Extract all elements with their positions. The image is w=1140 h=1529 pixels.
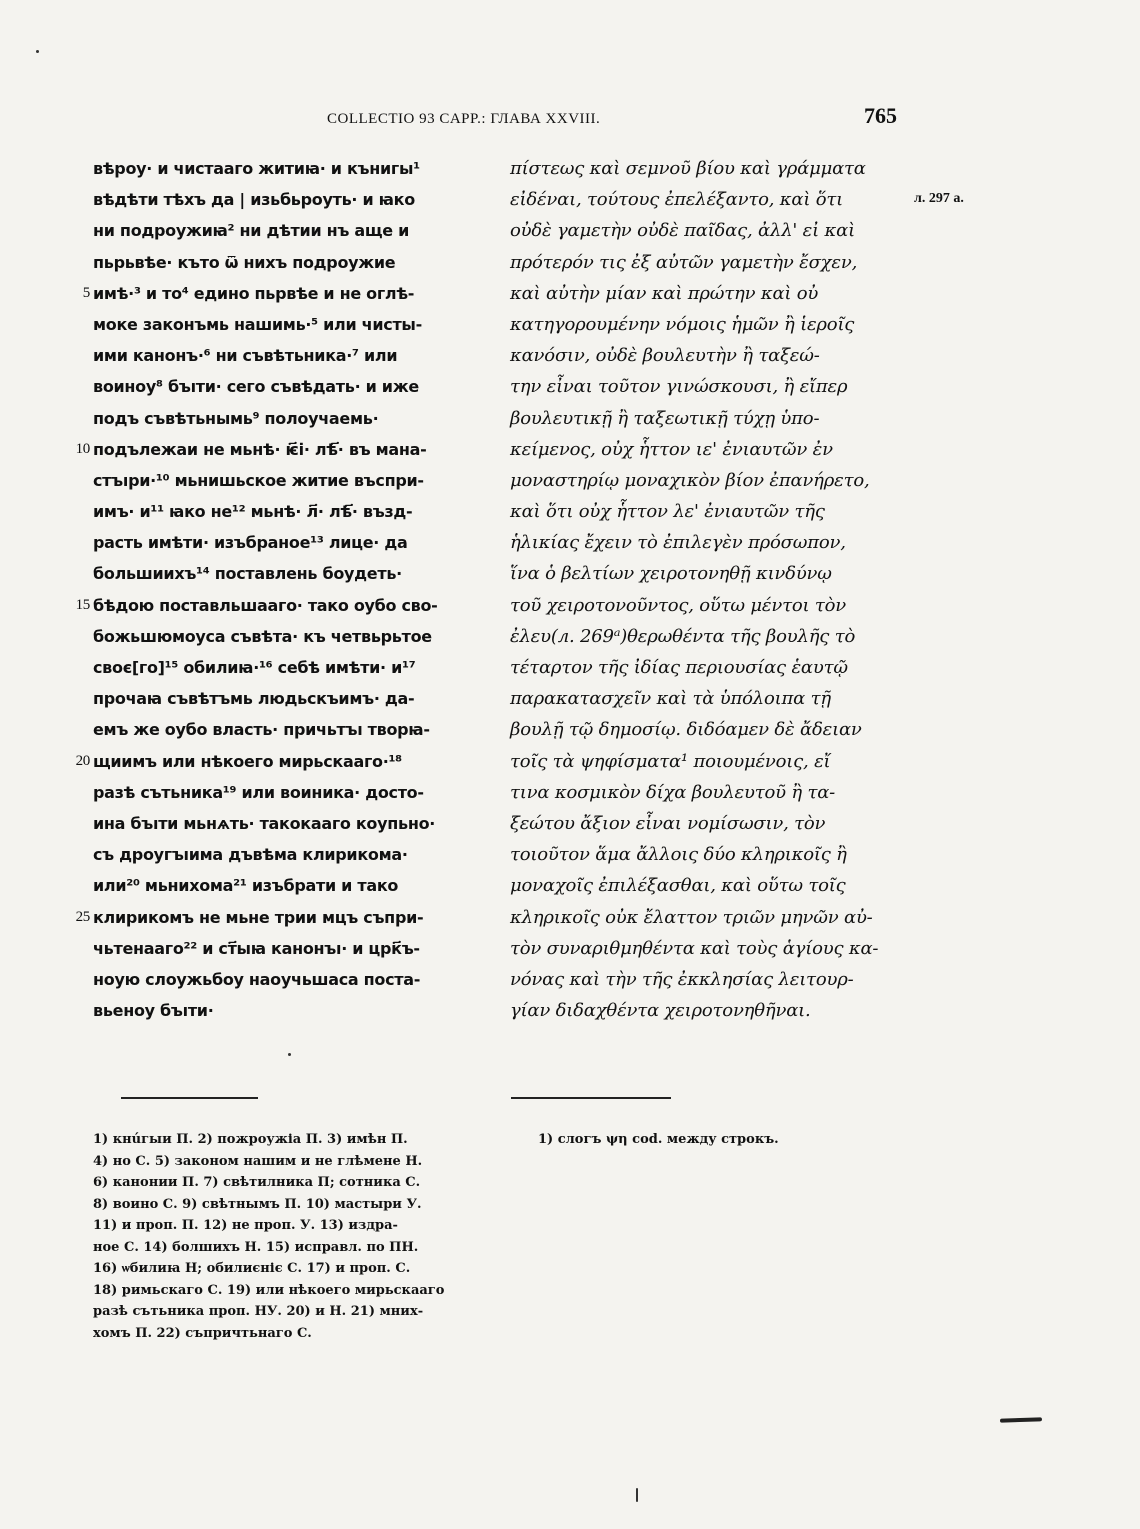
- greek-line: πίστεως καὶ σεμνοῦ βίου καὶ γράμματα: [510, 158, 866, 179]
- slavonic-line: [93, 184, 493, 215]
- slavonic-line: [93, 777, 493, 808]
- slavonic-line-text: расть имѣти· изъбраное¹³ лице· да: [93, 533, 408, 553]
- dust-speck: [636, 1488, 638, 1502]
- line-number: 5: [82, 284, 90, 301]
- slavonic-line-text: подъ съвѣтьнымь⁹ полоучаемь·: [93, 408, 379, 428]
- dust-speck: [288, 1053, 291, 1056]
- slavonic-line-text: имъ· и¹¹ ꙗко не¹² мьнѣ· л҃· лѣ҃· възд-: [93, 502, 413, 522]
- slavonic-line: [75, 590, 493, 621]
- greek-line: τινα κοσμικὸν δίχα βουλευτοῦ ἢ τα-: [510, 781, 836, 803]
- slavonic-line: [93, 964, 493, 995]
- slavonic-line-text: воиноу⁸ бъıти· сего съвѣдать· и иже: [93, 377, 419, 397]
- slavonic-line-text: вѣдѣти тѣхъ да | изьбьроуть· и ꙗко: [93, 190, 415, 210]
- page-number: 765: [864, 103, 897, 128]
- greek-line: τοῖς τὰ ψηφίσματα¹ ποιουμένοις, εἴ: [510, 750, 831, 772]
- greek-line: κανόσιν, οὐδὲ βουλευτὴν ἢ ταξεώ-: [510, 345, 820, 367]
- footnote-line: 8) воино С. 9) свѣтнымъ П. 10) мастыри У.: [93, 1196, 422, 1212]
- margin-folio-note: л. 297 а.: [914, 191, 964, 206]
- slavonic-line-text: клирикомъ не мьне трии мцъ съпри-: [93, 907, 424, 927]
- slavonic-line: [93, 995, 493, 1026]
- footnote-line: 16) ѡбилиꙗ Н; обилиєніє С. 17) и проп. С.: [93, 1261, 411, 1276]
- slavonic-line-text: прочаꙗ съвѣтъмь людьскъимъ· да-: [93, 689, 415, 709]
- slavonic-line-text: ни подроужиꙗ² ни дѣтии нъ аще и: [93, 221, 409, 241]
- footnotes-slavonic: [93, 1129, 488, 1344]
- greek-line: βουλῇ τῷ δημοσίῳ. διδόαμεν δὲ ἄδειαν: [510, 719, 862, 741]
- greek-line: νόνας καὶ τὴν τῆς ἐκκλησίας λειτουρ-: [510, 968, 854, 990]
- greek-line: κείμενος, οὐχ ἧττον ιε' ἐνιαυτῶν ἐν: [510, 438, 833, 460]
- slavonic-line: [93, 247, 493, 278]
- greek-line: τὸν συναριθμηθέντα καὶ τοὺς ἁγίους κα-: [510, 937, 879, 959]
- slavonic-text-column: [75, 153, 493, 1026]
- slavonic-line: [93, 870, 493, 901]
- greek-line: καὶ αὐτὴν μίαν καὶ πρώτην καὶ οὐ: [510, 282, 819, 304]
- slavonic-line: [75, 434, 493, 465]
- slavonic-line: [93, 558, 493, 589]
- line-number: 25: [75, 908, 90, 925]
- greek-line: πρότερόν τις ἐξ αὐτῶν γαμετὴν ἔσχεν,: [510, 251, 858, 273]
- greek-line: κατηγορουμένην νόμοις ἡμῶν ἢ ἱεροῖς: [510, 313, 855, 335]
- slavonic-line-text: вѣроу· и чистааго житиꙗ· и кънигы¹: [93, 159, 420, 178]
- line-number: 20: [75, 752, 90, 769]
- slavonic-line: [93, 215, 493, 246]
- slavonic-line: [93, 340, 493, 371]
- running-head: COLLECTIO 93 CAPP.: ГЛАВА XXVIII.: [327, 111, 601, 127]
- slavonic-line: [93, 309, 493, 340]
- slavonic-line: [93, 403, 493, 434]
- slavonic-line-text: ина бъıти мьнѧть· такокааго коупьно·: [93, 813, 436, 833]
- slavonic-line: [82, 278, 493, 309]
- footnote-line: разѣ сътьника проп. НУ. 20) и Н. 21) мних-: [93, 1304, 424, 1319]
- footnote-line: 6) канонии П. 7) свѣтилника П; сотника С.: [93, 1175, 421, 1190]
- greek-line: μοναχοῖς ἐπιλέξασθαι, καὶ οὕτω τοῖς: [510, 875, 846, 897]
- greek-line: γίαν διδαχθέντα χειροτονηθῆναι.: [510, 1000, 811, 1022]
- greek-line: την εἶναι τοῦτον γινώσκουσι, ἢ εἴπερ: [510, 376, 848, 398]
- slavonic-line: [93, 652, 493, 683]
- dust-speck: [36, 50, 39, 53]
- slavonic-line: [93, 683, 493, 714]
- slavonic-line: [93, 153, 493, 184]
- slavonic-line: [93, 839, 493, 870]
- slavonic-line: [93, 808, 493, 839]
- slavonic-line-text: бѣдою поставльшааго· тако оубо сво-: [93, 595, 438, 615]
- slavonic-line-text: щиимъ или нѣкоего мирьскааго·¹⁸: [93, 751, 402, 771]
- greek-line: τέταρτον τῆς ἰδίας περιουσίας ἑαυτῷ: [510, 657, 848, 678]
- slavonic-line-text: стъıри·¹⁰ мьнишьское житие въспри-: [93, 470, 424, 490]
- slavonic-line-text: или²⁰ мьнихома²¹ изъбрати и тако: [93, 876, 399, 896]
- page-header: [327, 103, 907, 135]
- greek-line: ἡλικίας ἔχειν τὸ ἐπιλεγὲν πρόσωπον,: [510, 532, 846, 554]
- footnote-line: 11) и проп. П. 12) не проп. У. 13) издра-: [93, 1218, 398, 1233]
- slavonic-line-text: чьтенааго²² и ст҃ыꙗ канонъı· и црк҃ъ-: [93, 938, 420, 958]
- slavonic-line-text: ими канонъ·⁶ ни съвѣтьника·⁷ или: [93, 346, 398, 366]
- slavonic-line-text: моке законъмь нашимь·⁵ или чисты-: [93, 314, 422, 334]
- slavonic-line: [93, 933, 493, 964]
- greek-line: ξεώτου ἄξιον εἶναι νομίσωσιν, τὸν: [510, 812, 826, 834]
- line-number: 15: [75, 596, 90, 613]
- slavonic-line: [75, 902, 493, 933]
- footnote-rule-right: [511, 1097, 671, 1099]
- margin-dash-mark: [1000, 1417, 1042, 1422]
- footnote-line: ное С. 14) болшихъ Н. 15) исправл. по ПН.: [93, 1239, 419, 1255]
- greek-line: ἐλευ(л. 269ᵃ)θερωθέντα τῆς βουλῆς τὸ: [510, 625, 856, 647]
- slavonic-line-text: ноую слоужьбоу наоучьшаса поста-: [93, 969, 421, 989]
- slavonic-line-text: большиихъ¹⁴ поставлень боудеть·: [93, 564, 402, 584]
- greek-line: καὶ ὅτι οὐχ ἧττον λε' ἐνιαυτῶν τῆς: [510, 501, 825, 523]
- slavonic-line: [93, 714, 493, 745]
- greek-text-column: [510, 153, 902, 1026]
- greek-line: τοῦ χειροτονοῦντος, οὕτω μέντοι τὸν: [510, 594, 847, 616]
- footnote-rule-left: [121, 1097, 258, 1099]
- slavonic-line: [93, 371, 493, 402]
- footnote-greek: 1) слогъ ψη cod. между строкъ.: [538, 1132, 779, 1147]
- greek-line: οὐδὲ γαμετὴν οὐδὲ παῖδας, ἀλλ' εἰ καὶ: [510, 220, 855, 242]
- slavonic-line-text: имѣ·³ и то⁴ едино пьрвѣе и не оглѣ-: [93, 283, 415, 303]
- footnote-line: 4) но С. 5) законом нашим и не глѣмене Н.: [93, 1153, 423, 1169]
- slavonic-line-text: своє[го]¹⁵ обилиꙗ·¹⁶ себѣ имѣти· и¹⁷: [93, 658, 416, 677]
- slavonic-line-text: божьшюмоуса съвѣта· къ четвьрьтое: [93, 626, 432, 646]
- slavonic-line: [93, 496, 493, 527]
- slavonic-line-text: вьеноу бъıти·: [93, 1001, 214, 1021]
- slavonic-line-text: съ дроугъıима дъвѣма клирикома·: [93, 845, 408, 865]
- slavonic-line: [93, 527, 493, 558]
- footnote-line: 1) кнúгыи П. 2) пожроужіа П. 3) имѣн П.: [93, 1132, 408, 1147]
- greek-line: κληρικοῖς οὐκ ἔλαττον τριῶν μηνῶν αὐ-: [510, 906, 873, 928]
- greek-line: παρακατασχεῖν καὶ τὰ ὑπόλοιπα τῇ: [510, 688, 831, 710]
- slavonic-line: [93, 621, 493, 652]
- greek-line: εἰδέναι, τούτους ἐπελέξαντο, καὶ ὅτι: [510, 189, 843, 211]
- greek-line: μοναστηρίῳ μοναχικὸν βίον ἐπανήρετο,: [510, 469, 870, 491]
- slavonic-line: [75, 746, 493, 777]
- greek-line: βουλευτικῇ ἢ ταξεωτικῇ τύχῃ ὑπο-: [510, 407, 820, 429]
- slavonic-line-text: емъ же оубо власть· причьтъı творꙗ-: [93, 720, 430, 740]
- slavonic-line-text: пьрьвѣе· къто ѿ нихъ подроужие: [93, 252, 396, 272]
- slavonic-line-text: разѣ сътьника¹⁹ или воиника· досто-: [93, 782, 424, 802]
- greek-line: ἵνα ὁ βελτίων χειροτονηθῇ κινδύνῳ: [510, 563, 832, 585]
- slavonic-line-text: подълежаи не мьнѣ· ѥ҃і· лѣ҃· въ мана-: [93, 439, 427, 459]
- footnote-line: 18) римьскаго С. 19) или нѣкоего мирьскааго: [93, 1282, 445, 1298]
- line-number: 10: [75, 440, 90, 457]
- greek-line: τοιοῦτον ἅμα ἄλλοις δύο κληρικοῖς ἢ: [510, 844, 847, 866]
- slavonic-line: [93, 465, 493, 496]
- footnote-line: хомъ П. 22) съпричтьнаго С.: [93, 1325, 312, 1341]
